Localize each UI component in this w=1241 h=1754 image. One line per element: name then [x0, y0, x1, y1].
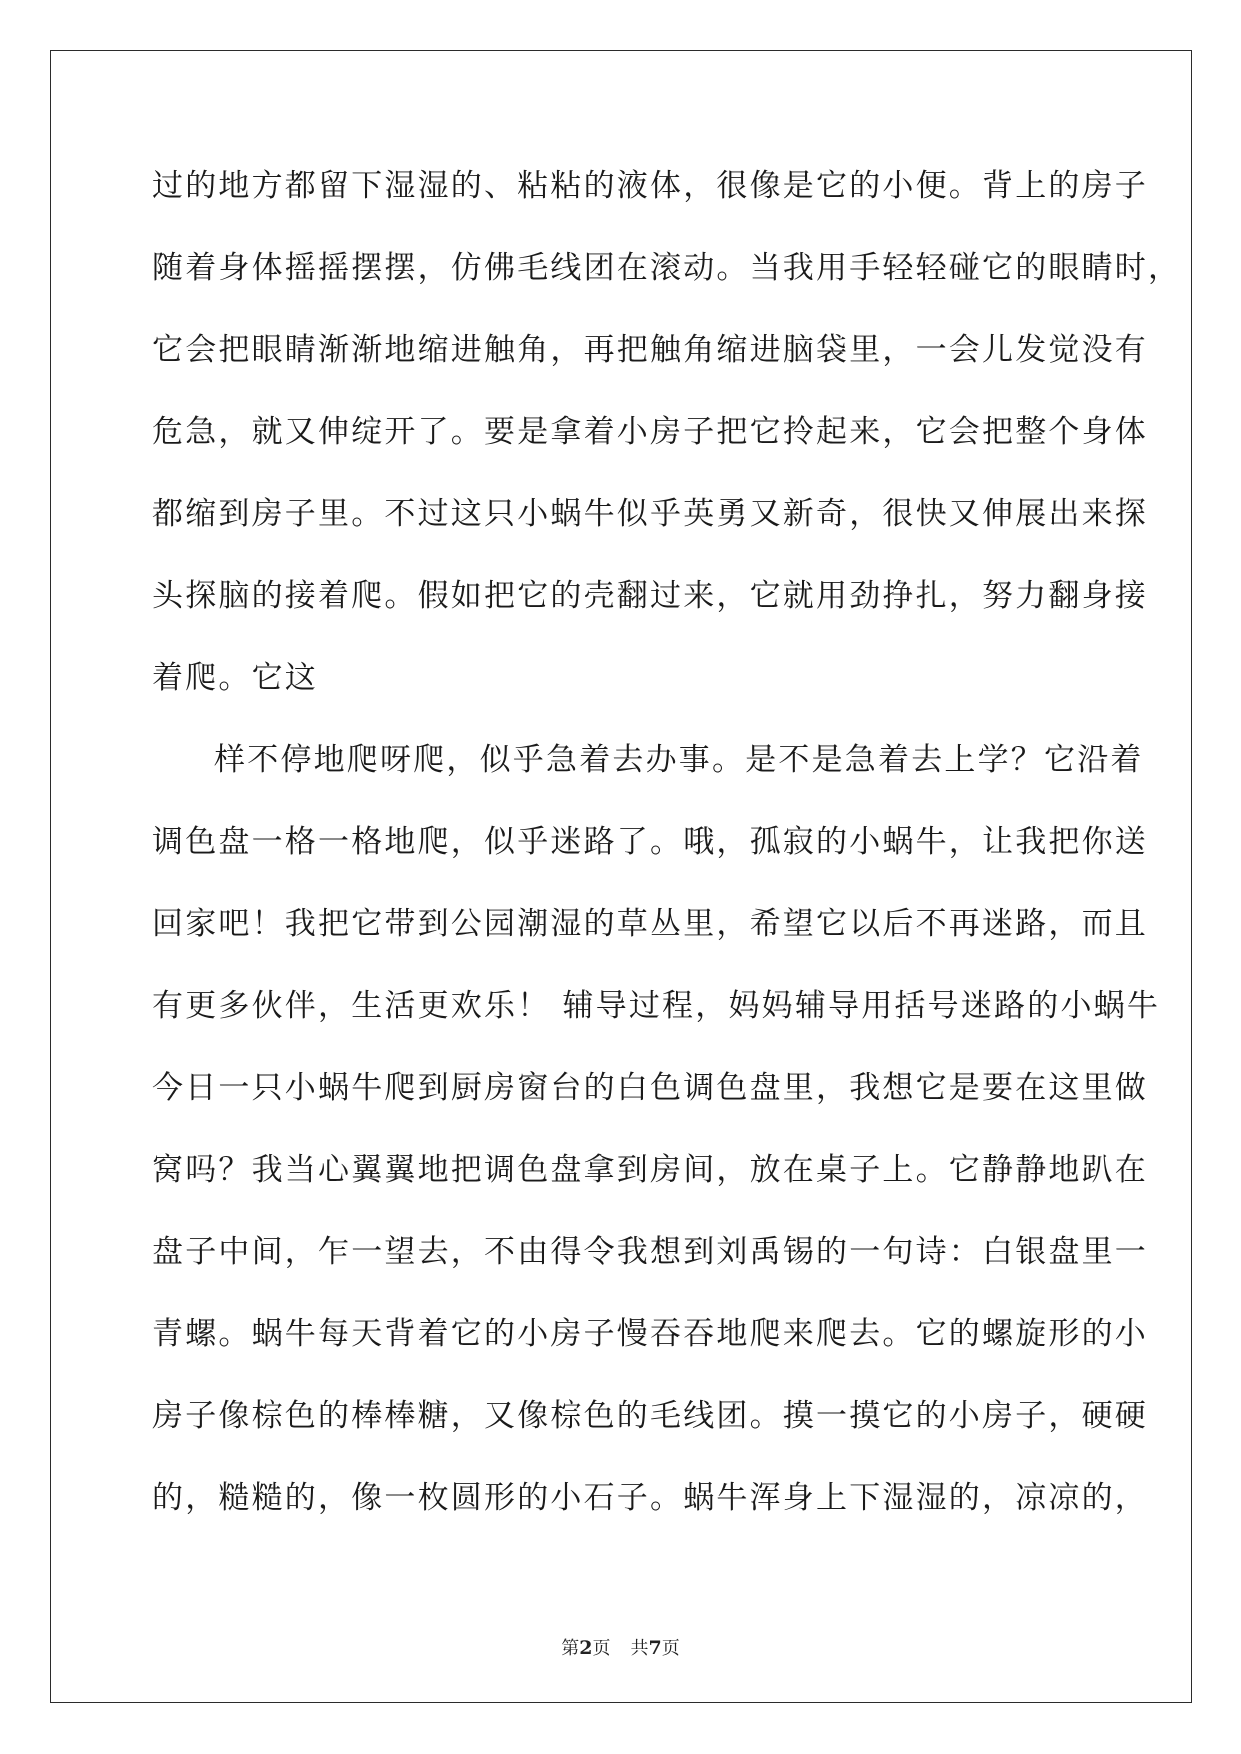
page-prefix: 第 — [561, 1638, 580, 1659]
text-line: 过的地方都留下湿湿的、粘粘的液体，很像是它的小便。背上的房子 — [152, 168, 1148, 204]
page-suffix: 页 — [592, 1638, 611, 1659]
paragraph-start-line: 样不停地爬呀爬，似乎急着去办事。是不是急着去上学？它沿着 — [214, 742, 1144, 778]
total-suffix: 页 — [661, 1638, 680, 1659]
text-line: 的，糙糙的，像一枚圆形的小石子。蜗牛浑身上下湿湿的，凉凉的， — [152, 1480, 1148, 1516]
text-line: 窝吗？我当心翼翼地把调色盘拿到房间，放在桌子上。它静静地趴在 — [152, 1152, 1148, 1188]
text-line: 青螺。蜗牛每天背着它的小房子慢吞吞地爬来爬去。它的螺旋形的小 — [152, 1316, 1148, 1352]
text-line: 房子像棕色的棒棒糖，又像棕色的毛线团。摸一摸它的小房子，硬硬 — [152, 1398, 1148, 1434]
text-line: 危急，就又伸绽开了。要是拿着小房子把它拎起来，它会把整个身体 — [152, 414, 1148, 450]
text-line: 今日一只小蜗牛爬到厨房窗台的白色调色盘里，我想它是要在这里做 — [152, 1070, 1148, 1106]
text-line: 头探脑的接着爬。假如把它的壳翻过来，它就用劲挣扎，努力翻身接 — [152, 578, 1148, 614]
text-line: 随着身体摇摇摆摆，仿佛毛线团在滚动。当我用手轻轻碰它的眼睛时， — [152, 250, 1182, 286]
text-line: 它会把眼睛渐渐地缩进触角，再把触角缩进脑袋里，一会儿发觉没有 — [152, 332, 1148, 368]
text-line: 都缩到房子里。不过这只小蜗牛似乎英勇又新奇，很快又伸展出来探 — [152, 496, 1148, 532]
text-line: 盘子中间，乍一望去，不由得令我想到刘禹锡的一句诗：白银盘里一 — [152, 1234, 1148, 1270]
total-prefix: 共 — [630, 1638, 649, 1659]
document-body — [152, 159, 1182, 1553]
page-footer — [0, 1634, 1241, 1660]
text-line: 着爬。它这 — [152, 660, 318, 696]
text-line: 有更多伙伴，生活更欢乐！ 辅导过程，妈妈辅导用括号迷路的小蜗牛 — [152, 988, 1161, 1024]
page-number: 2 — [579, 1637, 593, 1659]
text-line: 回家吧！我把它带到公园潮湿的草丛里，希望它以后不再迷路，而且 — [152, 906, 1148, 942]
total-pages: 7 — [648, 1637, 662, 1659]
text-line: 调色盘一格一格地爬，似乎迷路了。哦，孤寂的小蜗牛，让我把你送 — [152, 824, 1148, 860]
